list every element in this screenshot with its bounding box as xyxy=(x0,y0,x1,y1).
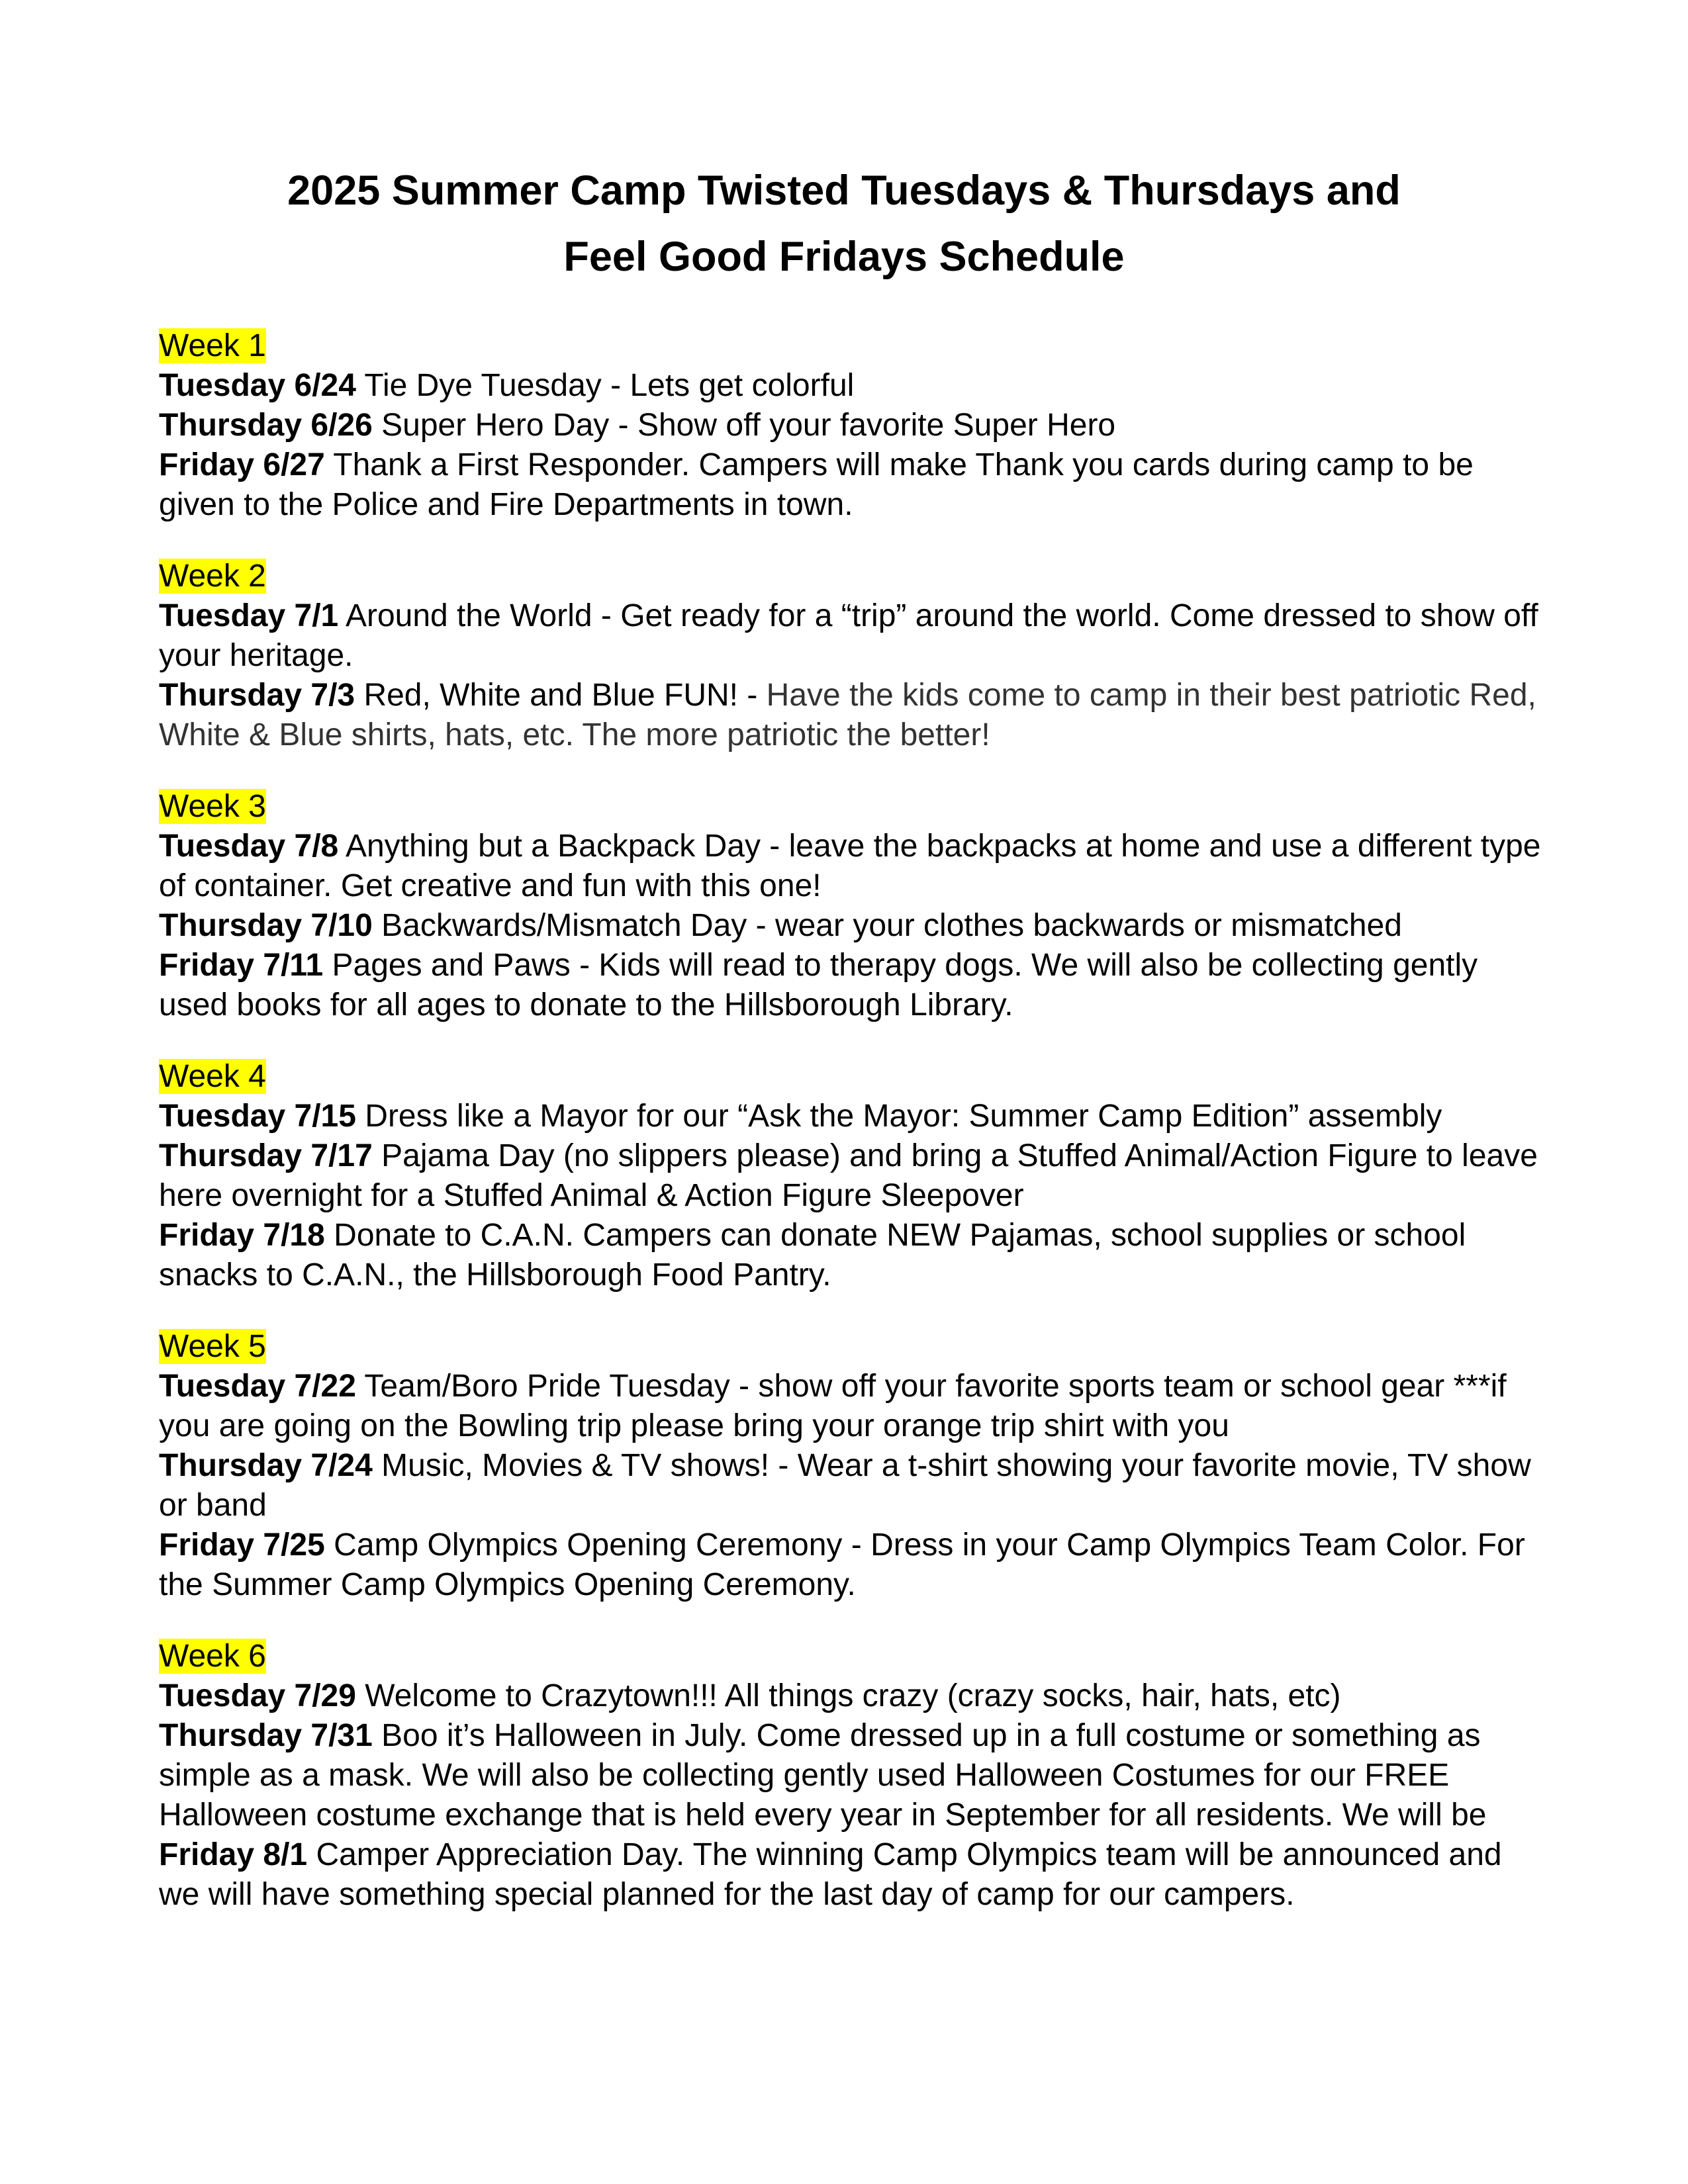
entry-text: Donate to C.A.N. Campers can donate NEW Pajamas, school supplies or school snacks to C.A.N., the Hillsborough Food Pantry. xyxy=(159,1218,1466,1293)
week-section xyxy=(159,1327,1542,1605)
entry-day: Friday 6/27 xyxy=(159,447,325,482)
schedule-entry xyxy=(159,946,1542,1025)
schedule-entry xyxy=(159,1525,1542,1605)
week-section xyxy=(159,787,1542,1025)
week-label: Week 2 xyxy=(159,559,266,594)
entry-text: Camp Olympics Opening Ceremony - Dress in your Camp Olympics Team Color. For the Summer Camp Olympics Opening Ceremony. xyxy=(159,1527,1525,1602)
entry-day: Thursday 7/3 xyxy=(159,678,355,713)
entry-text: Pajama Day (no slippers please) and bring a Stuffed Animal/Action Figure to leave here overnight for a Stuffed Animal & Action Figure Sleepover xyxy=(159,1138,1538,1213)
week-section xyxy=(159,1637,1542,1915)
entry-day: Thursday 7/10 xyxy=(159,908,373,943)
week-section xyxy=(159,1057,1542,1295)
entry-day: Friday 7/25 xyxy=(159,1527,325,1563)
entry-day: Thursday 6/26 xyxy=(159,408,373,443)
week-label: Week 6 xyxy=(159,1639,266,1674)
entry-day: Friday 7/18 xyxy=(159,1218,325,1253)
week-label: Week 5 xyxy=(159,1329,266,1364)
schedule-entry xyxy=(159,1716,1542,1835)
entry-text: Anything but a Backpack Day - leave the backpacks at home and use a different type of container. Get creative and fun with this one! xyxy=(159,829,1541,903)
schedule-entry xyxy=(159,676,1542,755)
entry-day: Thursday 7/24 xyxy=(159,1448,373,1483)
entry-text: Red, White and Blue FUN! - xyxy=(355,678,767,713)
schedule-entry xyxy=(159,1136,1542,1216)
schedule-body xyxy=(159,326,1542,1946)
title-line-1: 2025 Summer Camp Twisted Tuesdays & Thursdays and xyxy=(287,167,1401,214)
entry-text: Around the World - Get ready for a “trip” around the world. Come dressed to show off your heritage. xyxy=(159,598,1538,673)
week-label: Week 4 xyxy=(159,1059,266,1094)
title-line-2: Feel Good Fridays Schedule xyxy=(563,234,1125,280)
entry-text: Tie Dye Tuesday - Lets get colorful xyxy=(355,368,855,403)
schedule-entry xyxy=(159,445,1542,525)
schedule-entry xyxy=(159,1367,1542,1446)
schedule-entry xyxy=(159,596,1542,676)
entry-text: Thank a First Responder. Campers will make Thank you cards during camp to be given to the Police and Fire Departments in town. xyxy=(159,447,1474,522)
entry-text: Super Hero Day - Show off your favorite Super Hero xyxy=(372,408,1116,443)
schedule-entry xyxy=(159,1676,1542,1716)
entry-text: Backwards/Mismatch Day - wear your clothes backwards or mismatched xyxy=(372,908,1402,943)
entry-day: Tuesday 6/24 xyxy=(159,368,356,403)
entry-text: Pages and Paws - Kids will read to therapy dogs. We will also be collecting gently used books for all ages to donate to the Hillsborough Library. xyxy=(159,948,1478,1023)
schedule-entry xyxy=(159,1097,1542,1136)
entry-day: Tuesday 7/29 xyxy=(159,1678,356,1713)
entry-day: Thursday 7/17 xyxy=(159,1138,373,1173)
entry-text: Camper Appreciation Day. The winning Camp Olympics team will be announced and we will have something special planned for the last day of camp for our campers. xyxy=(159,1837,1502,1912)
entry-day: Thursday 7/31 xyxy=(159,1718,373,1753)
schedule-entry xyxy=(159,827,1542,906)
schedule-entry xyxy=(159,1446,1542,1525)
schedule-entry xyxy=(159,906,1542,946)
week-label: Week 1 xyxy=(159,328,266,363)
entry-day: Friday 8/1 xyxy=(159,1837,308,1872)
entry-text: Welcome to Crazytown!!! All things crazy (crazy socks, hair, hats, etc) xyxy=(355,1678,1341,1713)
schedule-entry xyxy=(159,1216,1542,1295)
schedule-entry xyxy=(159,1835,1542,1915)
page-title xyxy=(159,158,1529,290)
entry-day: Tuesday 7/1 xyxy=(159,598,339,633)
entry-day: Tuesday 7/22 xyxy=(159,1369,356,1404)
entry-day: Tuesday 7/15 xyxy=(159,1099,356,1134)
schedule-entry xyxy=(159,406,1542,445)
entry-text: Team/Boro Pride Tuesday - show off your favorite sports team or school gear ***if you are going on the Bowling trip please bring your orange trip shirt with you xyxy=(159,1369,1507,1443)
schedule-entry xyxy=(159,366,1542,406)
week-section xyxy=(159,557,1542,755)
entry-text: Music, Movies & TV shows! - Wear a t-shirt showing your favorite movie, TV show or band xyxy=(159,1448,1531,1523)
entry-day: Friday 7/11 xyxy=(159,948,324,983)
entry-day: Tuesday 7/8 xyxy=(159,829,339,864)
entry-text: Boo it’s Halloween in July. Come dressed up in a full costume or something as simple as a mask. We will also be collecting gently used Halloween Costumes for our FREE Halloween costume exchange that is held every year in September for all residents. We will be xyxy=(159,1718,1487,1833)
week-label: Week 3 xyxy=(159,789,266,824)
entry-text-alt: Have the kids come to camp in their best patriotic Red, White & Blue shirts, hats, etc. The more patriotic the better! xyxy=(159,678,1536,752)
week-section xyxy=(159,326,1542,525)
entry-text: Dress like a Mayor for our “Ask the Mayor: Summer Camp Edition” assembly xyxy=(355,1099,1442,1134)
